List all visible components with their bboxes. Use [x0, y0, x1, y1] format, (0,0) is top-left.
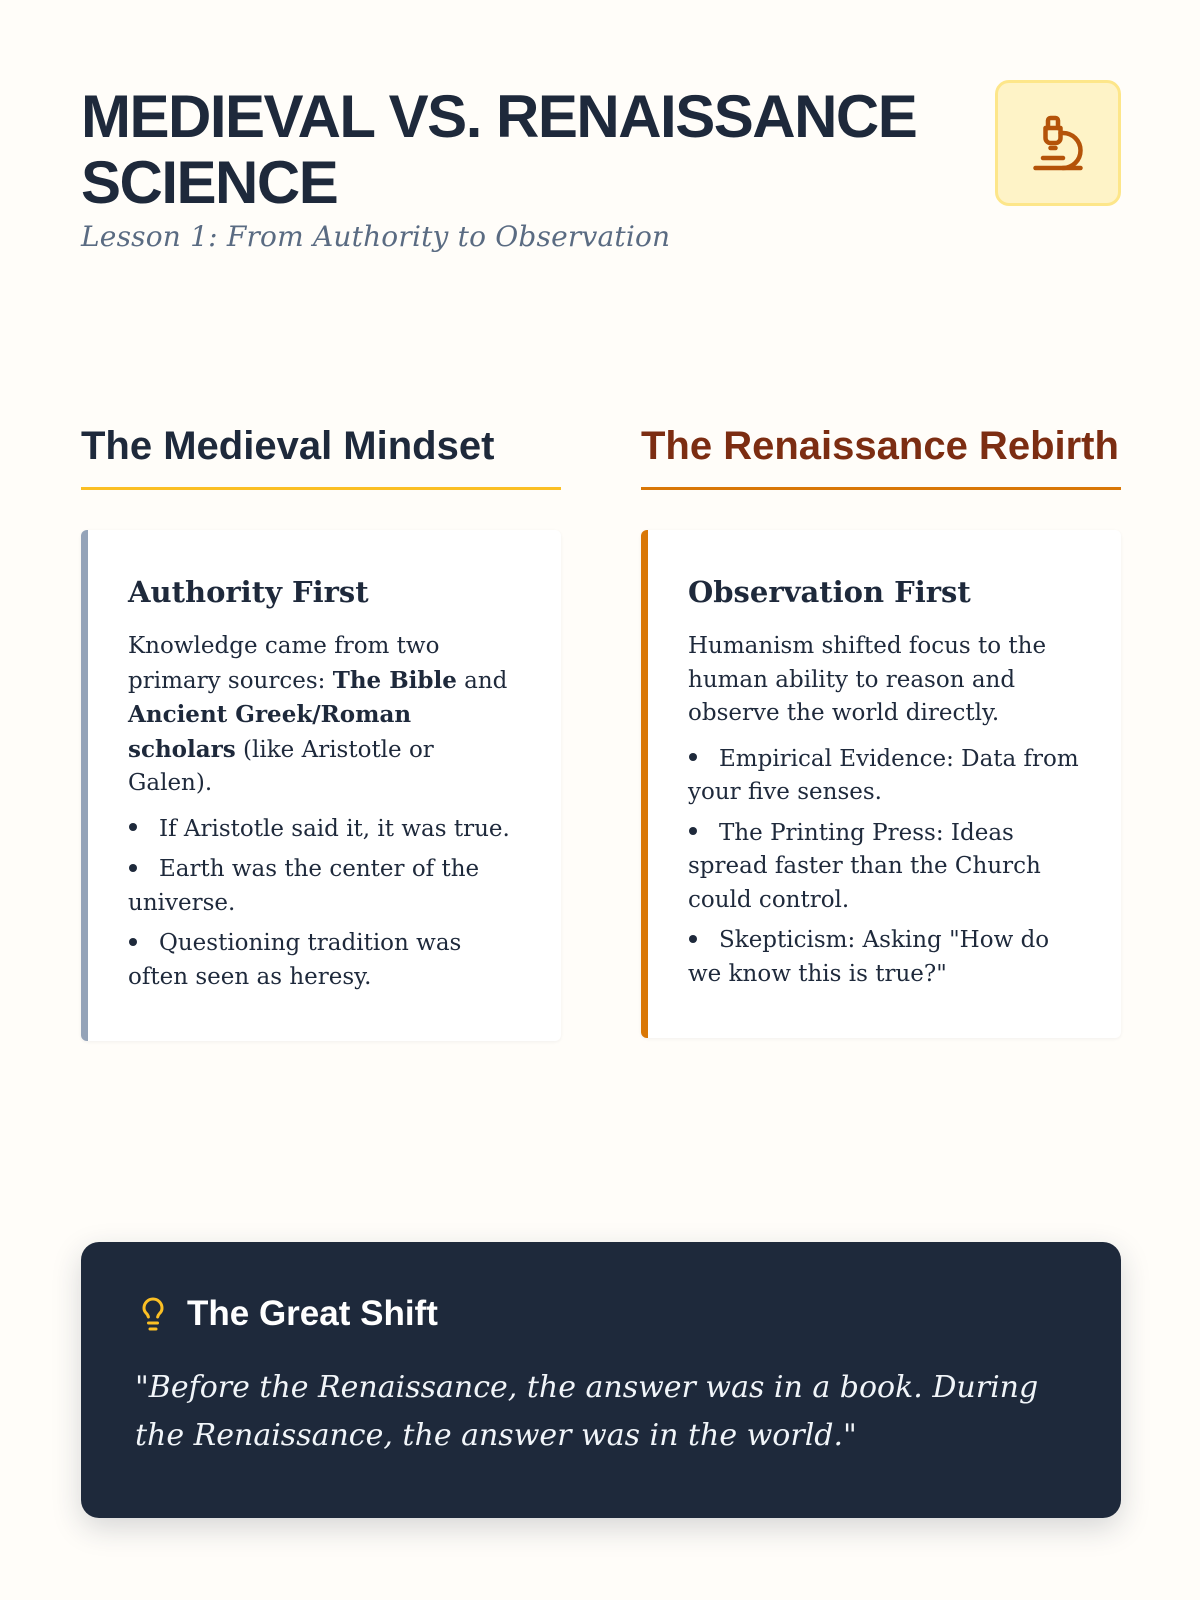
great-shift-panel: [81, 1242, 1121, 1518]
renaissance-points: [688, 743, 1081, 992]
intro-bold-bible: The Bible: [332, 666, 457, 694]
intro-text: Knowledge came from two primary sources:: [128, 633, 440, 694]
medieval-card-title: Authority First: [128, 575, 369, 609]
intro-text: (like Aristotle or Galen).: [128, 736, 434, 796]
renaissance-card: [641, 530, 1121, 1038]
great-shift-header: [135, 1294, 1067, 1334]
list-item: Earth was the center of the universe.: [128, 856, 480, 916]
list-item: Questioning tradition was often seen as heresy.: [128, 930, 462, 990]
great-shift-quote: "Before the Renaissance, the answer was in a book. During the Renaissance, the answer was in the world.": [135, 1370, 1039, 1453]
header: [81, 80, 1121, 280]
medieval-column: [81, 420, 561, 1041]
microscope-icon: [1028, 113, 1088, 173]
great-shift-title: The Great Shift: [187, 1294, 438, 1333]
lightbulb-icon: [135, 1294, 171, 1334]
list-item: The Printing Press: Ideas spread faster than the Church could control.: [688, 819, 1041, 913]
lesson-page: [81, 0, 1121, 1600]
list-item: If Aristotle said it, it was true.: [128, 813, 521, 847]
intro-bold-scholars: Ancient Greek/Roman scholars: [128, 701, 412, 763]
renaissance-heading: The Renaissance Rebirth: [641, 420, 1121, 490]
microscope-badge: [995, 80, 1121, 206]
page-subtitle: Lesson 1: From Authority to Observation: [81, 220, 671, 253]
bullet-icon: [129, 938, 137, 946]
medieval-points: [128, 813, 521, 995]
medieval-card: [81, 530, 561, 1041]
bullet-icon: [689, 753, 697, 761]
list-item: Skepticism: Asking "How do we know this is true?": [688, 927, 1050, 987]
bullet-icon: [129, 823, 137, 831]
bullet-icon: [689, 827, 697, 835]
renaissance-card-title: Observation First: [688, 575, 971, 609]
bullet-icon: [689, 935, 697, 943]
list-item: Empirical Evidence: Data from your five senses.: [688, 745, 1079, 805]
page-title: MEDIEVAL VS. RENAISSANCE SCIENCE: [81, 83, 917, 216]
medieval-intro: [128, 630, 521, 801]
bullet-icon: [129, 864, 137, 872]
intro-text: and: [456, 667, 508, 694]
medieval-heading: The Medieval Mindset: [81, 420, 561, 490]
renaissance-intro: Humanism shifted focus to the human ability to reason and observe the world directly.: [688, 633, 1047, 726]
renaissance-column: [641, 420, 1121, 1038]
